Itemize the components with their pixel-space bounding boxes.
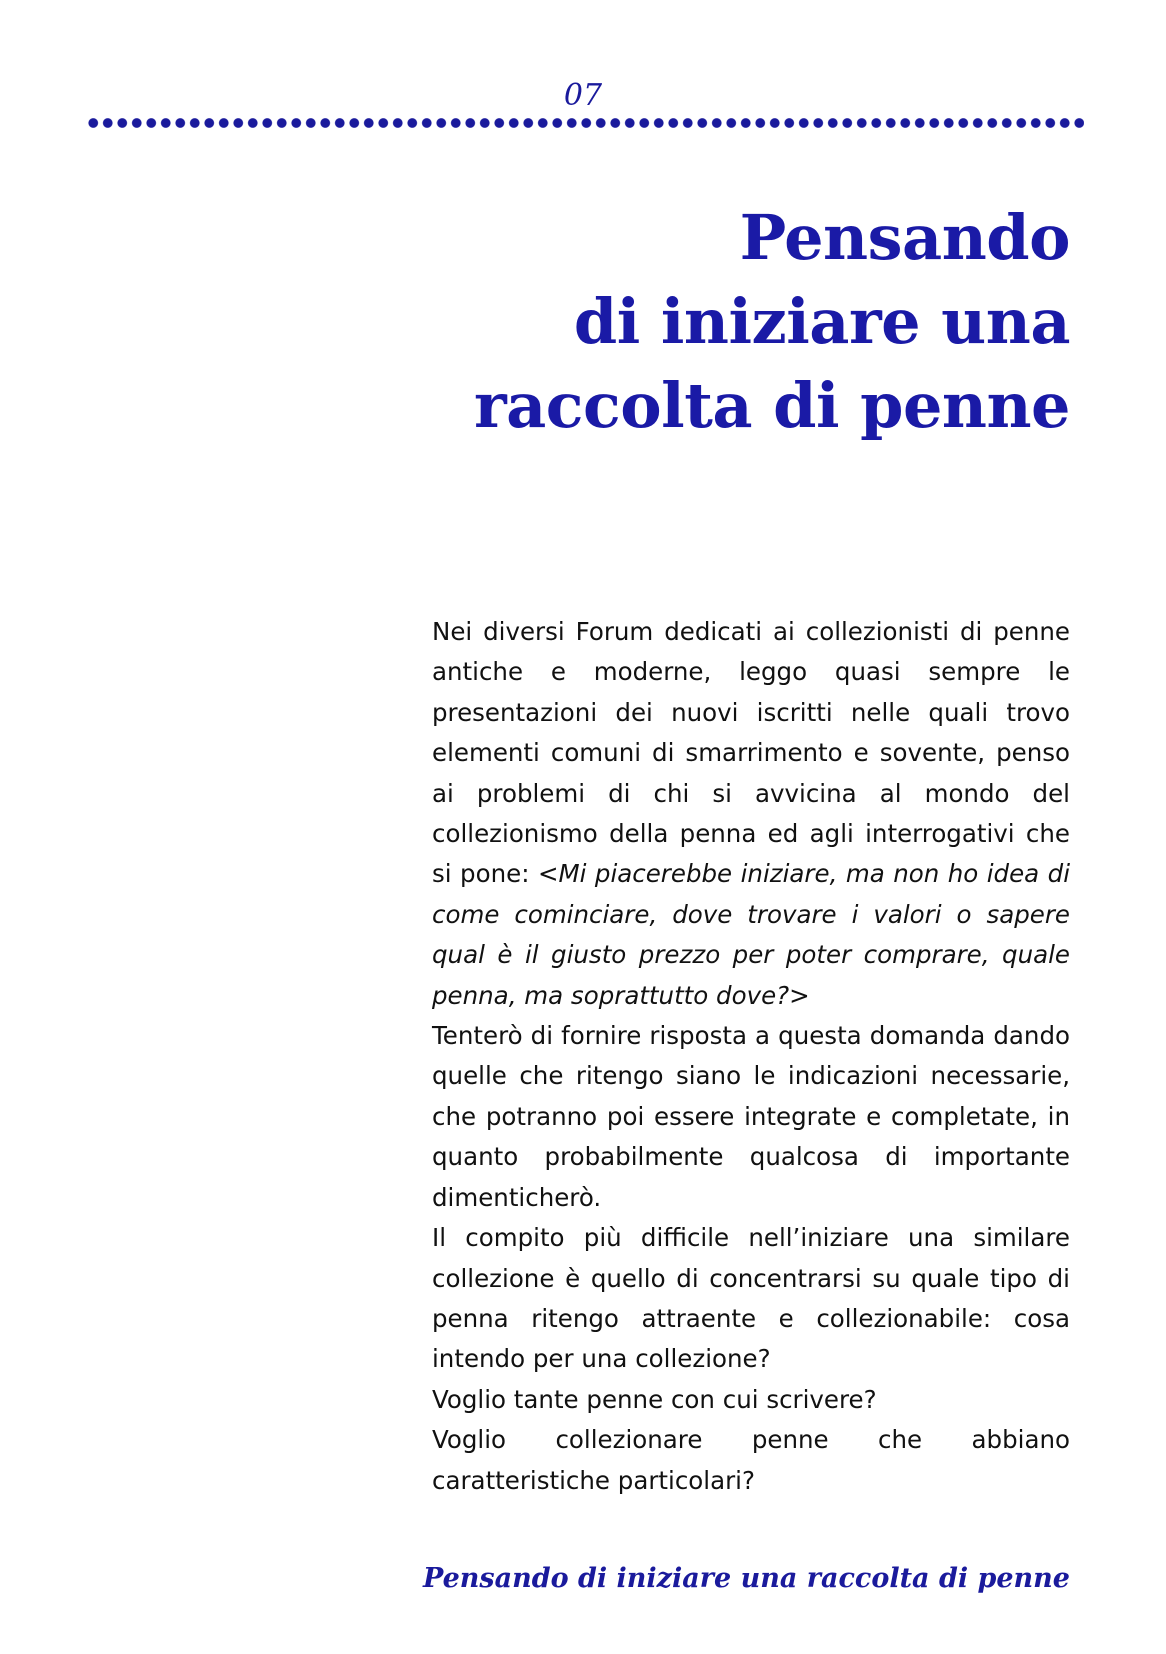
chapter-title — [250, 196, 1070, 448]
page-number: 07 — [563, 78, 603, 113]
chapter-title-line-3: raccolta di penne — [473, 369, 1070, 442]
paragraph-1-quote: <Mi piacerebbe iniziare, ma non ho idea di come cominciare, dove trovare i valori o sapere qual è il giusto prezzo per poter comprare, quale penna, ma soprattutto dove?> — [432, 859, 1071, 1010]
body-text — [432, 612, 1070, 1501]
dotted-divider — [86, 116, 1084, 130]
paragraph-1 — [432, 612, 1070, 1016]
paragraph-1-lead: Nei diversi Forum dedicati ai collezionisti di penne antiche e moderne, leggo quasi sempre le presentazioni dei nuovi iscritti nelle quali trovo elementi comuni di smarrimento e sovente, penso ai problemi di chi si avvicina al mondo del collezionismo della penna ed agli interrogativi che si pone: — [432, 617, 1070, 889]
chapter-title-line-2: di iniziare una — [573, 285, 1070, 358]
paragraph-4: Voglio tante penne con cui scrivere? — [432, 1384, 877, 1414]
running-footer: Pensando di iniziare una raccolta di penne — [423, 1563, 1070, 1594]
paragraph-2: Tenterò di fornire risposta a questa domanda dando quelle che ritengo siano le indicazioni necessarie, che potranno poi essere integrate e completate, in quanto probabilmente qualcosa di importante dimenticherò. — [432, 1021, 1070, 1212]
paragraph-3: Il compito più difficile nell’iniziare una similare collezione è quello di concentrarsi su quale tipo di penna ritengo attraente e collezionabile: cosa intendo per una collezione? — [432, 1223, 1070, 1374]
paragraph-5: Voglio collezionare penne che abbiano caratteristiche particolari? — [432, 1425, 1070, 1495]
chapter-title-line-1: Pensando — [739, 201, 1070, 274]
